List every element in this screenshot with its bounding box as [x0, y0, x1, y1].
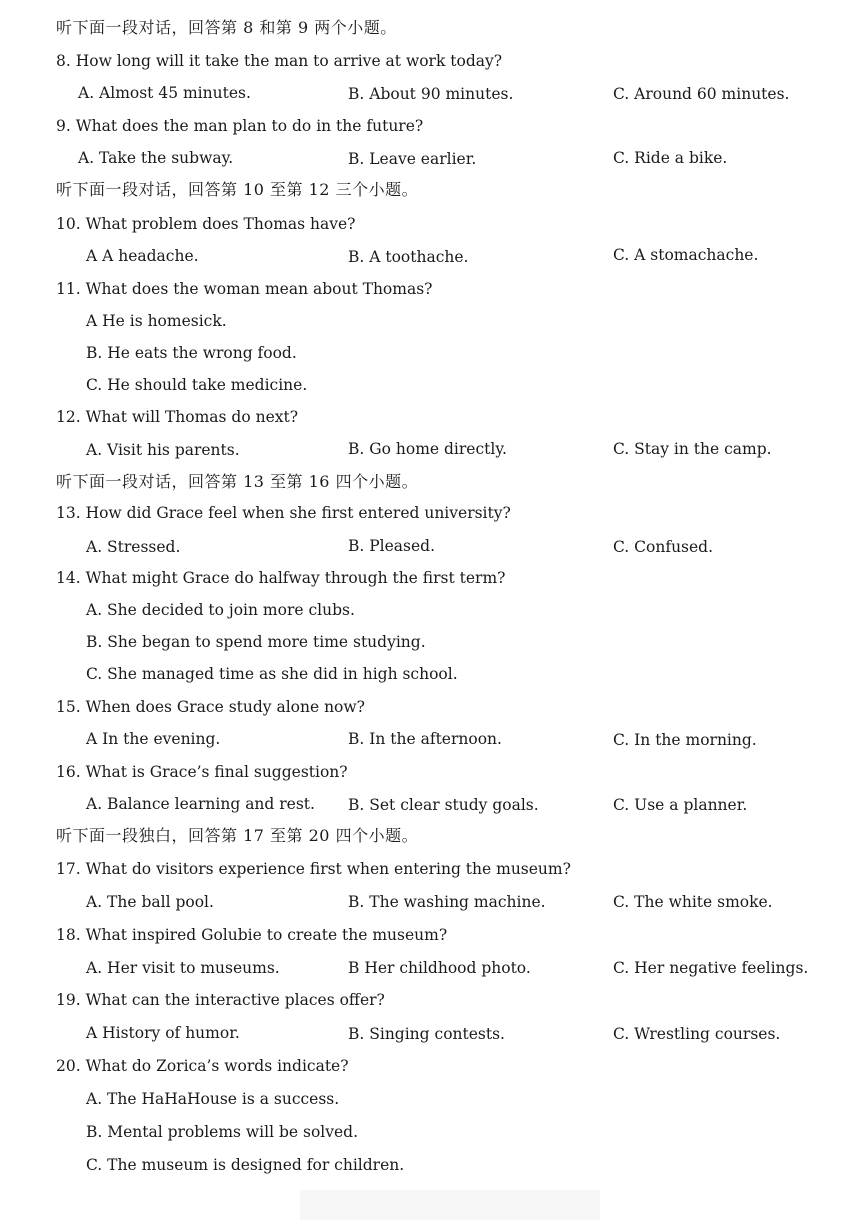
scan-smudge	[300, 1190, 600, 1220]
option-a: A. The ball pool.	[86, 893, 214, 911]
question-19: 19. What can the interactive places offer?	[56, 991, 385, 1009]
question-11: 11. What does the woman mean about Thomas?	[56, 280, 433, 298]
option-c: C. The white smoke.	[613, 893, 773, 911]
option-c: C. Her negative feelings.	[613, 959, 809, 977]
section-header: 听下面一段对话，回答第 8 和第 9 两个小题。	[56, 18, 397, 37]
option-c: C. Stay in the camp.	[613, 440, 772, 458]
option-a: A. Take the subway.	[78, 149, 234, 167]
option-a: A. Her visit to museums.	[86, 959, 280, 977]
section-header: 听下面一段对话，回答第 13 至第 16 四个小题。	[56, 472, 419, 491]
option-b: B. She began to spend more time studying.	[86, 633, 426, 651]
question-17: 17. What do visitors experience first when entering the museum?	[56, 860, 571, 878]
option-c: C. The museum is designed for children.	[86, 1156, 405, 1174]
option-a: A A headache.	[86, 247, 199, 265]
option-c: C. Wrestling courses.	[613, 1025, 781, 1043]
option-b: B. Singing contests.	[348, 1025, 505, 1043]
option-a: A. The HaHaHouse is a success.	[86, 1090, 340, 1108]
question-13: 13. How did Grace feel when she first entered university?	[56, 504, 511, 522]
option-a: A. Balance learning and rest.	[86, 795, 315, 813]
option-a: A. Almost 45 minutes.	[78, 84, 251, 102]
option-b: B. About 90 minutes.	[348, 85, 514, 103]
question-14: 14. What might Grace do halfway through the first term?	[56, 569, 506, 587]
option-c: C. In the morning.	[613, 731, 757, 749]
option-c: C. She managed time as she did in high school.	[86, 665, 458, 683]
option-b: B. Go home directly.	[348, 440, 507, 458]
option-b: B. He eats the wrong food.	[86, 344, 297, 362]
option-b: B. Set clear study goals.	[348, 796, 539, 814]
option-c: C. Ride a bike.	[613, 149, 728, 167]
option-c: C. Use a planner.	[613, 796, 748, 814]
question-16: 16. What is Grace’s final suggestion?	[56, 763, 348, 781]
option-b: B. Mental problems will be solved.	[86, 1123, 359, 1141]
option-c: C. Around 60 minutes.	[613, 85, 790, 103]
option-a: A He is homesick.	[86, 312, 227, 330]
option-a: A. She decided to join more clubs.	[86, 601, 355, 619]
option-c: C. A stomachache.	[613, 246, 759, 264]
option-a: A In the evening.	[86, 730, 221, 748]
option-b: B. The washing machine.	[348, 893, 546, 911]
option-b: B Her childhood photo.	[348, 959, 531, 977]
option-b: B. In the afternoon.	[348, 730, 502, 748]
section-header: 听下面一段对话，回答第 10 至第 12 三个小题。	[56, 180, 419, 199]
question-9: 9. What does the man plan to do in the future?	[56, 117, 424, 135]
question-15: 15. When does Grace study alone now?	[56, 698, 365, 716]
option-b: B. Pleased.	[348, 537, 436, 555]
option-a: A. Visit his parents.	[86, 441, 240, 459]
option-a: A. Stressed.	[86, 538, 181, 556]
question-18: 18. What inspired Golubie to create the museum?	[56, 926, 448, 944]
option-b: B. A toothache.	[348, 248, 469, 266]
section-header: 听下面一段独白，回答第 17 至第 20 四个小题。	[56, 826, 419, 845]
option-a: A History of humor.	[86, 1024, 240, 1042]
option-c: C. He should take medicine.	[86, 376, 308, 394]
question-8: 8. How long will it take the man to arrive at work today?	[56, 52, 503, 70]
question-20: 20. What do Zorica’s words indicate?	[56, 1057, 349, 1075]
option-b: B. Leave earlier.	[348, 150, 477, 168]
question-10: 10. What problem does Thomas have?	[56, 215, 356, 233]
question-12: 12. What will Thomas do next?	[56, 408, 299, 426]
option-c: C. Confused.	[613, 538, 714, 556]
